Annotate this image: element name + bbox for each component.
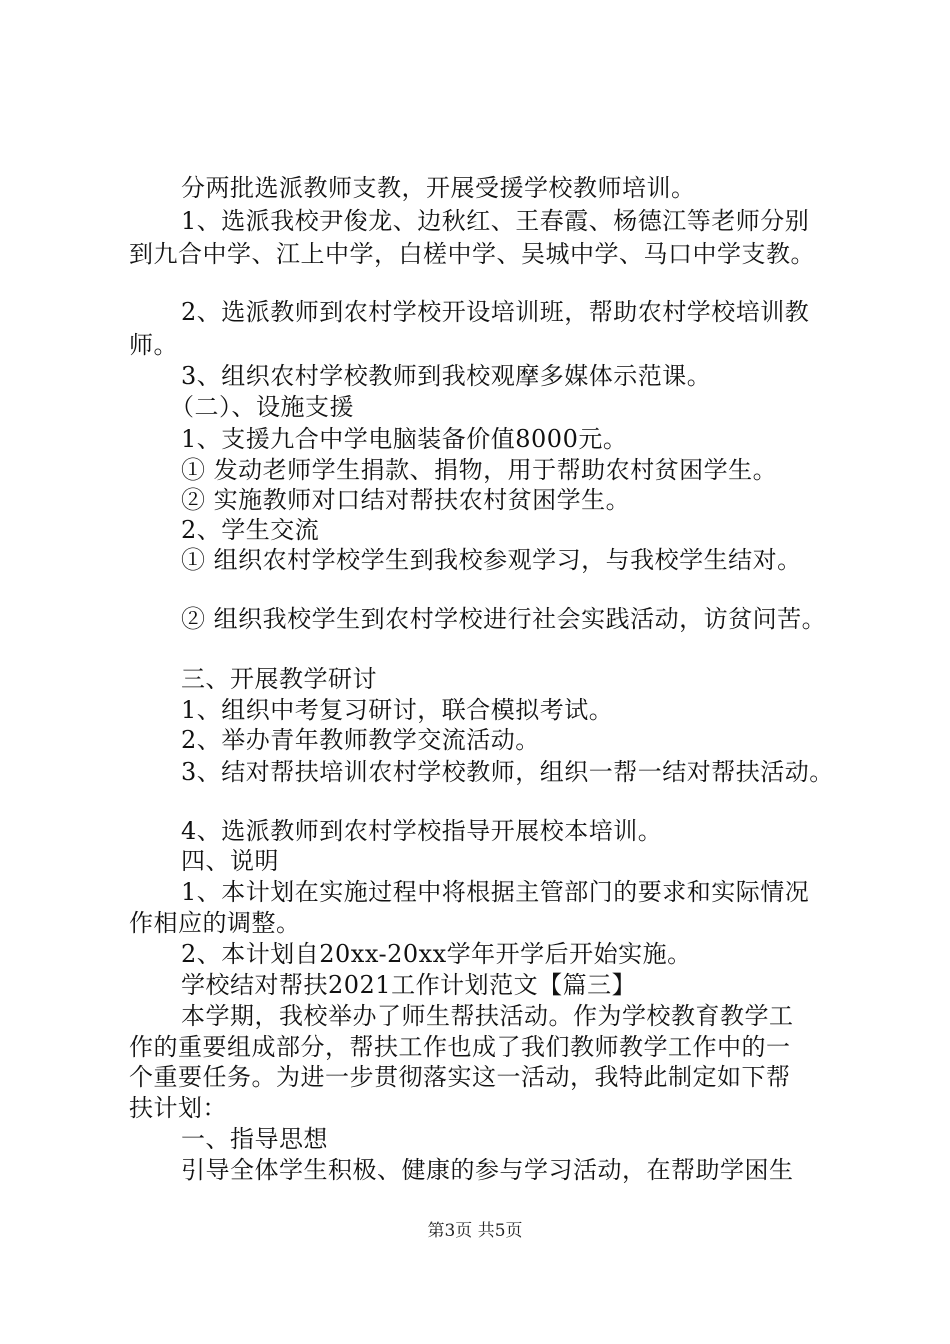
text-line: ① 发动老师学生捐款、捐物，用于帮助农村贫困学生。 bbox=[181, 456, 778, 484]
section-heading: 三、开展教学研讨 bbox=[181, 665, 377, 693]
text-line: ② 实施教师对口结对帮扶农村贫困学生。 bbox=[181, 486, 631, 514]
text-line: 1、组织中考复习研讨，联合模拟考试。 bbox=[181, 696, 614, 724]
text-line: 个重要任务。为进一步贯彻落实这一活动，我特此制定如下帮 bbox=[129, 1063, 791, 1091]
text-line: 4、选派教师到农村学校指导开展校本培训。 bbox=[181, 817, 663, 845]
text-line: 到九合中学、江上中学，白槎中学、吴城中学、马口中学支教。 bbox=[129, 240, 815, 268]
text-line: 作的重要组成部分，帮扶工作也成了我们教师教学工作中的一 bbox=[129, 1033, 791, 1061]
text-line: 1、本计划在实施过程中将根据主管部门的要求和实际情况 bbox=[181, 878, 810, 906]
section-heading: 一、指导思想 bbox=[181, 1125, 328, 1153]
text-line: ② 组织我校学生到农村学校进行社会实践活动，访贫问苦。 bbox=[181, 605, 827, 633]
text-line: 扶计划： bbox=[129, 1094, 227, 1122]
text-line: 2、举办青年教师教学交流活动。 bbox=[181, 726, 540, 754]
text-line: ① 组织农村学校学生到我校参观学习，与我校学生结对。 bbox=[181, 546, 802, 574]
text-line: 作相应的调整。 bbox=[129, 909, 301, 937]
text-line: 3、结对帮扶培训农村学校教师，组织一帮一结对帮扶活动。 bbox=[181, 758, 834, 786]
text-line: 2、本计划自20xx-20xx学年开学后开始实施。 bbox=[181, 940, 692, 968]
text-line: 2、选派教师到农村学校开设培训班，帮助农村学校培训教 bbox=[181, 298, 810, 326]
section-heading: 四、说明 bbox=[181, 847, 279, 875]
text-line: 1、选派我校尹俊龙、边秋红、王春霞、杨德江等老师分别 bbox=[181, 207, 810, 235]
text-line: 2、学生交流 bbox=[181, 516, 320, 544]
text-line: 分两批选派教师支教，开展受援学校教师培训。 bbox=[181, 174, 696, 202]
page-footer: 第3页 共5页 bbox=[427, 1221, 523, 1241]
text-line: 师。 bbox=[129, 331, 178, 359]
section-heading: （二）、设施支援 bbox=[170, 393, 354, 421]
text-line: 3、组织农村学校教师到我校观摩多媒体示范课。 bbox=[181, 362, 712, 390]
text-line: 1、支援九合中学电脑装备价值8000元。 bbox=[181, 425, 628, 453]
text-line: 引导全体学生积极、健康的参与学习活动，在帮助学困生 bbox=[181, 1156, 794, 1184]
text-line: 本学期，我校举办了师生帮扶活动。作为学校教育教学工 bbox=[181, 1002, 794, 1030]
section-title: 学校结对帮扶2021工作计划范文【篇三】 bbox=[181, 971, 637, 999]
